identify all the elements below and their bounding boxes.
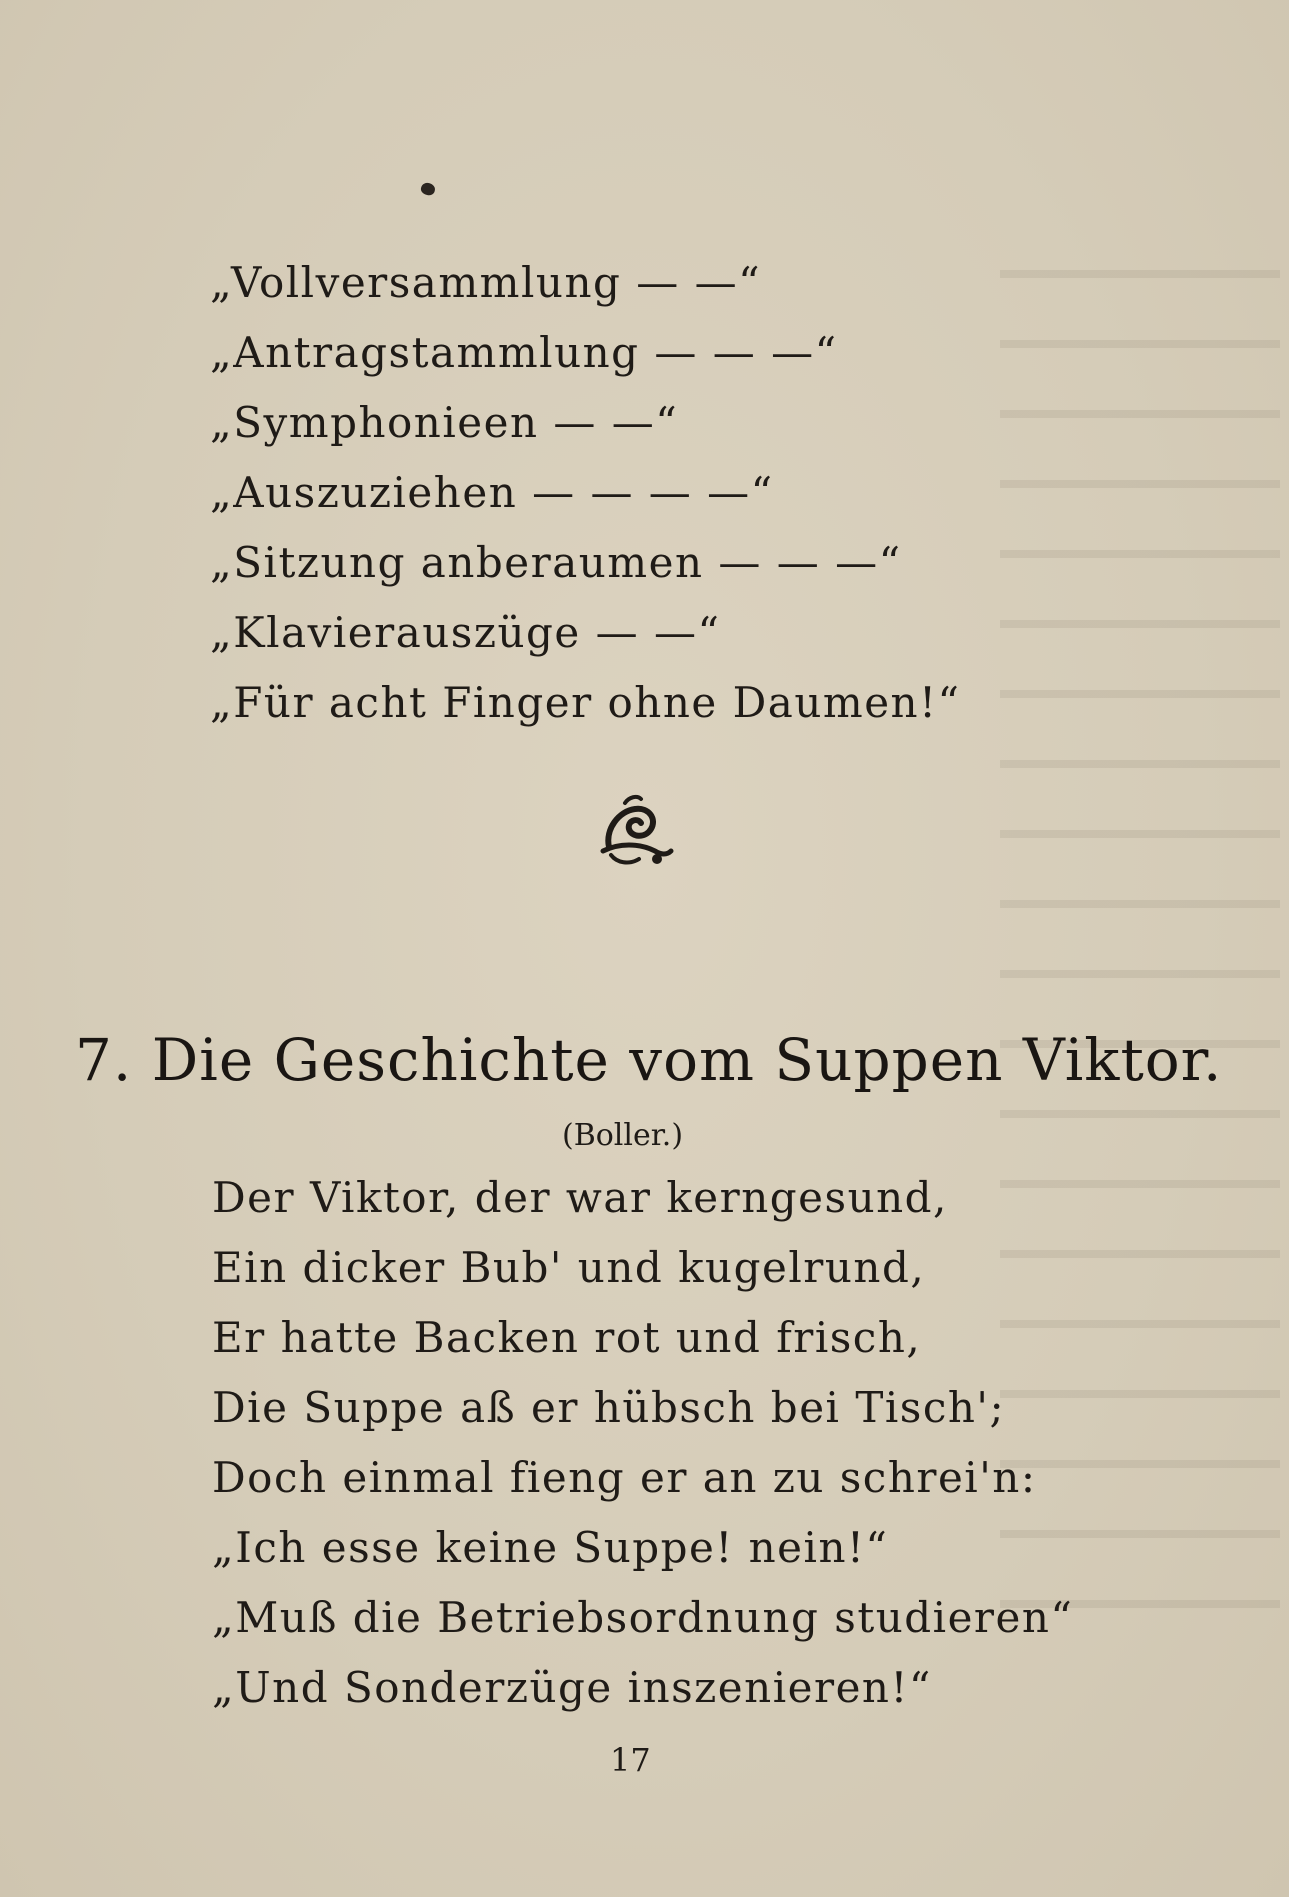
verse-line: „Symphonieen — —“ (210, 398, 679, 447)
ink-mark (420, 181, 437, 196)
ornament-icon (595, 789, 675, 869)
verse-line: „Sitzung anberaumen — — —“ (210, 538, 902, 587)
poem-line: Ein dicker Bub' und kugelrund, (212, 1243, 926, 1292)
poem-line: Er hatte Backen rot und frisch, (212, 1313, 922, 1362)
verse-line: „Auszuziehen — — — —“ (210, 468, 774, 517)
author-attribution: (Boller.) (562, 1118, 684, 1153)
poem-line: Doch einmal fieng er an zu schrei'n: (212, 1453, 1037, 1502)
section-heading: 7. Die Geschichte vom Suppen Viktor. (75, 1026, 1223, 1094)
poem-line: „Muß die Betriebsordnung studieren“ (212, 1593, 1074, 1642)
poem-line: „Und Sonderzüge inszenieren!“ (212, 1663, 932, 1712)
verse-line: „Für acht Finger ohne Daumen!“ (210, 678, 961, 727)
bleed-through-text (1000, 230, 1280, 1630)
verse-line: „Klavierauszüge — —“ (210, 608, 721, 657)
poem-line: Die Suppe aß er hübsch bei Tisch'; (212, 1383, 1006, 1432)
poem-line: „Ich esse keine Suppe! nein!“ (212, 1523, 889, 1572)
poem-line: Der Viktor, der war kerngesund, (212, 1173, 948, 1222)
verse-line: „Vollversammlung — —“ (210, 258, 762, 307)
page-number: 17 (610, 1741, 651, 1779)
verse-line: „Antragstammlung — — —“ (210, 328, 838, 377)
